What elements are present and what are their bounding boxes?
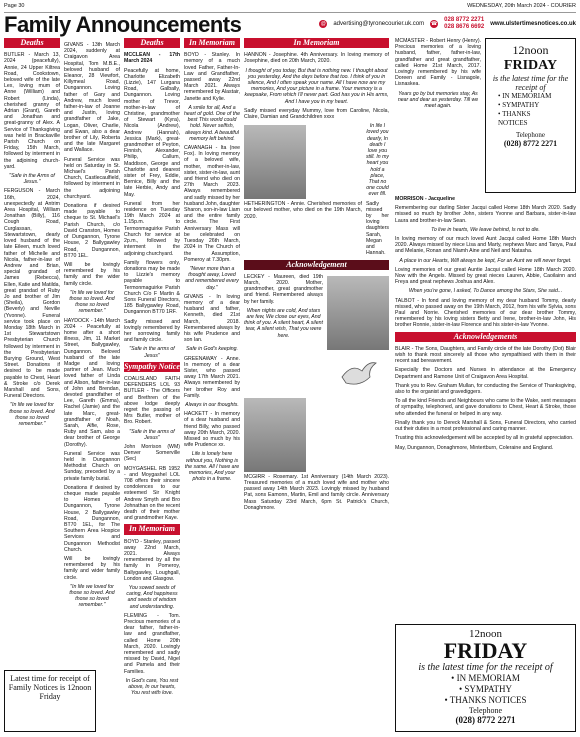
sig-blair: May, Dungannon, Donaghmore, Mintertburn, Coleraine and England. xyxy=(395,444,554,451)
dove-icon xyxy=(338,353,378,393)
sig-hetherington: Sadly missed by her loving daughters Sarah, Megan and Hannah. xyxy=(365,200,389,257)
notice-fleming: FLEMING - Tom. Precious memories of a dear father, father-in-law and grandfather, called Home 20th March, 2020. Lovingly remembered and sadly missed by David, Nigel and Pamela and their Families. xyxy=(124,612,180,675)
ad-telephone-label: Telephone xyxy=(515,131,546,139)
verse-ferguson: "In life we loved for those so loved. And those so loved remember." xyxy=(9,402,55,427)
ad2-item-memoriam: • IN MEMORIAM xyxy=(451,673,520,683)
verse-morrison-2: A place in our Hearts, Will always be kept, For an Aunt we will never forget. xyxy=(399,257,572,264)
acknowledgement-header: Acknowledgement xyxy=(244,260,389,270)
page-title: Family Announcements xyxy=(4,12,242,37)
notice-morrison-aunt: In loving memory of our much loved Aunt Jacqui called Home 18th March 2020. Always missed by niece Lisa and Marty, nephews Marc and Tanya, Paul and Melanie, Ronan and Niamh Aine and Neil and Natasha. xyxy=(395,236,576,255)
verse-givans-mem: Safe in God's keeping. xyxy=(185,346,239,353)
verse-boyd: A smile for all, And a heart of gold. One of the best This world could hold. Never selfish, always kind. A beautiful memory left behind. xyxy=(184,104,240,142)
notice-coalisland: COALISLAND FAITH DEFENDERS LOL 93 BUTLER - The Officers and Brethren of the above lodge deeply regret the passing of Mrs Butler, mother of Bro. Robert. xyxy=(124,375,180,426)
notice-haydock: HAYDOCK - 14th March 2024 - Peacefully at home after a short illness, Jim, 11 Market Street, Ballygawley, Dungannon. Beloved husband of the late Madge and loving partner of Jean. Much loved father of Linda and Alison, father-in-law of John and Brendan, devoted grandfather of Lee, Gareth (Emma), Rachel (Jamie) and the late Marc, great-grandfather of Noah, Sarah, Alfie, Rose, Ruby and Sam, also a dear brother of George (Dorothy). xyxy=(64,317,120,448)
notice-blair-3: Thank you to Rev. Graham Mullan, for conducting the Service of Thanksgiving, also to the organist and gravediggers. xyxy=(395,382,576,396)
ad2-latest: is the latest time for the receipt of xyxy=(418,662,553,673)
phone-2: 028 8676 6692 xyxy=(444,24,485,30)
notice-butler: BUTLER - March 13, 2024 (peacefully), Annie, 24 Upper Kiltrea Road, Cookstown, beloved wife of the late Lex, loving mum of Anne (William) and Robert (Linda), cherished granny of Adrian (Grant), Gareth and Jonathan and great-granny of Alex. A Service of Thanksgiving was held in Brackaville Parish Church on Friday, 15th March, followed by interment in the adjoining church-yard. xyxy=(4,52,60,170)
notice-mcclean-body: Peacefully at home, Charlotte Elizabeth (Lizzie), 147 Lurgana Road, Galbally, Dungannon. Loving mother of Trevor, mother-in-law of Christine, grandmother of Stewart (Kyra), Nicola (Andrew), Andrew (Hannah), Jessica (Mark), great-grandmother of Peyton, Finnish, Alexander, Philip, Callum, Maddison, George and Charlotte and dearest sister of Frey, Eddie, Bernice, Billy and the late Herbie, Andy and May. xyxy=(124,67,180,198)
notice-boyd: BOYD - Stanley. In memory of a much loved Father, Father-In-Law and Grandfather, passed away 22nd March 2021. Always remembered by Alastair, Janette and Kylie. xyxy=(184,52,240,102)
column-2 xyxy=(64,42,120,736)
column-4 xyxy=(184,38,240,732)
notice-givans: GIVANS - 13th March 2024, suddenly at Craigavon Area Hospital, Tom M.B.E., beloved husband of Eleanor, 28 Viewfort, Killymeal Road, Dungannon. Loving father of Gary and Andrew, much loved father-in-law of Joanne and Justin, loving grandfather of Jake, Logan, Oliver, Charlie, and Ewan, also a dear brother of Lily, Roberta and the late Margaret and Wallace. xyxy=(64,42,120,154)
notice-blair-2: Especially the Doctors and Nurses in attendance at the Emergency Department and Ramone Unit of Craigavon Area Hospital. xyxy=(395,367,576,380)
notice-leckey: LECKEY - Maureen, died 19th March, 2020. Mother, grandmother, great grandmother and friend. Remembered always by her family. xyxy=(244,273,323,305)
verse-givans: "In life we loved for those so loved. And those so loved remember." xyxy=(69,289,115,315)
verse-cavanagh: "Never more than a thought away, Loved and remembered every day." xyxy=(185,265,239,291)
ad-item-thanks: • THANKS xyxy=(498,110,531,118)
ad2-telephone-label: Telephone xyxy=(468,706,503,715)
notice-givans-donations: Donations if desired made payable to cheque to St. Michael's Parish Church, c/o David Cranston, Homes of Dungannon, Tyrone House, 2 Ballygawley Road, Dungannon, BT70 1EL. xyxy=(64,203,120,259)
ad-day: FRIDAY xyxy=(503,58,558,73)
deaths-header: Deaths xyxy=(4,38,60,48)
ad-phone: (028) 8772 2271 xyxy=(503,139,558,148)
column-1 xyxy=(4,38,60,668)
contact-bar xyxy=(319,17,576,31)
notice-ferguson: FERGUSON - March 16th, 2024, unexpectedly at Antrim Area Hospital, William Jonathan (Billy), 116 Cough Road, Curglassan, Stewartstown, dearly loved husband of the late Eileen, much loved father of Michelle and Nicola, father-in-law of Andrew and Brian, special grandad of James (Rebecca), Ellen, Katie and Matilda, great grandad of Ruby Jo and brother of Jim (Sheila), Gordon (Beverly) and Neville (Yvonne). Funeral service took place on Monday 18th March in 1st Stewartstown Presbyterian Church followed by interment in the Presbyterian Burying Ground, West Street. Donations if desired to be made payable to Chest, Heart & Stroke c/o Derek Marshall and Sons, Funeral Directors. xyxy=(4,188,60,400)
notice-givans-remembered: Will be lovingly remembered by his family and the wider family circle. xyxy=(64,261,120,287)
ad-latest: is the latest time for the receipt of xyxy=(492,74,569,92)
notice-blair-4: To all the kind Friends and Neighbours who came to the Wake, sent messages of sympathy, telephoned, and gave donations to Chest, Heart & Stroke, those who attended the funeral or helped in any way. xyxy=(395,398,576,417)
verse-mcclean: "Safe in the arms of Jesus" xyxy=(129,346,175,359)
notice-haydock-remembered: Will be lovingly remembered by his family and wider family circle. xyxy=(64,556,120,581)
notice-mcgirr: MCGIRR - Rosemary. 1st Anniversary (14th March 2023). Treasured memories of a much loved wife and mother who passed away 14th March 2023. Lovingly missed by husband Pat, sons Eamonn, Martin, Emil and family circle. Anniversary Mass Saturday 23rd March, 6pm St. Patrick's Church, Donaghmore. xyxy=(244,473,389,511)
photo-leckey xyxy=(327,276,389,350)
notice-blair: BLAIR - The Sons, Daughters, and Family circle of the late Dorothy (Dot) Blair wish to thank most sincerely all those who sympathised with them in their recent sad bereavement. xyxy=(395,345,576,365)
sig-coalisland: John Morrison (WM) Denver Somerville (Sec) xyxy=(124,443,180,463)
verse-leckey: When nights are cold, And stars are few, We close our eyes, And think of you. A silent heart, A silent tear, A silent wish, That you were here. xyxy=(244,307,323,339)
ad-time: 12noon xyxy=(512,43,549,57)
masthead xyxy=(4,12,576,36)
verse-morrison-3: When you're gone, I asked, To Dance among the Stars, She said... xyxy=(408,288,563,295)
verse-mcmaster: Years go by but memories stay, As near and dear as yesterday. Till we meet again. xyxy=(397,90,479,110)
verse-morrison: To live in hearts, We leave behind, Is not to die. xyxy=(431,226,540,233)
ad2-item-thanks: • THANKS NOTICES xyxy=(444,695,527,705)
deaths-header-2: Deaths xyxy=(124,38,180,48)
acknowledgements-header: Acknowledgements xyxy=(395,332,576,342)
ad2-phone: (028) 8772 2271 xyxy=(455,715,516,725)
notice-morrison: MORRISON - Jacqueline xyxy=(395,196,455,202)
phone-1: 028 8772 2271 xyxy=(444,17,485,23)
column-6-lower xyxy=(395,196,576,622)
verse-hannon: I thought of you today, But that is nothing new. I thought about you yesterday, And the days before that too. I think of you in silence, And I often speak your name. All I have now are my memories, And your picture in a frame. Your memory is a keepsake, From which I'll never part. God has you in His arms, And I have you in my heart. xyxy=(244,67,389,105)
notice-givans-funeral: Funeral Service was held on Saturday in St. Michael's Parish Church, Castlecaulfield, followed by interment in the adjoining churchyard. xyxy=(64,156,120,200)
column-3 xyxy=(124,38,180,732)
deadline-ad-top xyxy=(485,38,576,193)
email-icon: @ xyxy=(320,21,326,27)
contact-phones xyxy=(444,17,484,31)
notice-mcclean-remembered: Sadly missed and lovingly remembered by her sorrowing family and family circle. xyxy=(124,318,180,344)
ad-item-notices: NOTICES xyxy=(498,119,528,127)
verse-butler: "Safe in the Arms of Jesus." xyxy=(9,173,55,186)
verse-greenaway: Always in our thoughts. xyxy=(185,401,239,408)
notice-talbot: TALBOT - In fond and loving memory of my dear husband Tommy, dearly missed, who passed away on the 19th March, 2012, from his wife Sylvia, sons Paul and Norrie. Cherished memories of our dear brother Tommy, remembered by his loving sisters Betty and Irene, brother-in-law John, His brother Ronnie, sister-in-law Florence and his sister-in-law Yvonne. xyxy=(395,297,576,329)
notice-givans-mem: GIVANS - In loving memory of a dear husband and father, Kenneth, died 21st March, 2018. Remembered always by his wife Prudence and son Ian. xyxy=(184,293,240,344)
notice-cavanagh: CAVANAGH - Ita (nee Fox). In loving memory of a beloved wife, mother, mother-in-law, sister, sister-in-law, aunt and friend who died on 27th March 2023. Always remembered and sadly missed by her husband John, daughter Sharon, son-in-law Liam and the entire family circle. The First Anniversary Mass will be celebrated on Tuesday 26th March, 2024 in The Church of the Assumption, Pomeroy at 7.30pm. xyxy=(184,145,240,263)
notice-haydock-funeral: Funeral Service was held in Dungannon Methodist Church on Sunday, preceded by a private family burial. xyxy=(64,450,120,482)
notice-blair-6: Trusting this acknowledgement will be accepted by all in grateful appreciation. xyxy=(395,435,574,442)
notice-mcclean: MCCLEAN - 17th March 2024 xyxy=(124,52,180,65)
notice-mcmaster: MCMASTER - Robert Henry (Henry). Precious memories of a loving husband, father, father-in-law, grandfather and great grandfather, called Home 21st March, 2017. Lovingly remembered by his wife Doreen and Family - Lisnagole, Lisnaskea. xyxy=(395,38,481,88)
issue-date: WEDNESDAY, 20th March 2024 - COURIER xyxy=(467,3,576,9)
photo-mcgirr xyxy=(244,398,306,472)
verse-boyd-3: You sowed seeds of caring, And happiness and seeds of wisdom and understanding. xyxy=(126,585,178,610)
verse-fleming: In God's care, You rest above, In our hearts, You rest with love. xyxy=(125,677,179,697)
verse-hackett: Life is lonely here without you, Nothing is the same. All I have are memories, And your photo in a frame. xyxy=(184,451,240,483)
notice-morrison-body: Remembering our darling Sister Jacqui called Home 18th March 2020. Sadly missed so much by brother John, sisters Yvonne and Barbara, sister-in-law Laura and brother-in-law Sean. xyxy=(395,205,576,224)
in-memoriam-header-3: In Memoriam xyxy=(124,524,180,534)
notice-haydock-donations: Donations if desired by cheque made payable to Homes of Dungannon, Tyrone House, 2 Ballygawley Road, Dungannon, BT70 1EL, for The Southern Area Hospice Services and Dungannon Methodist Church. xyxy=(64,484,120,553)
notice-mcclean-funeral: Funeral from her residence on Tuesday 19th March 2024 at 1.15p.m. to Termonmaguirke Parish Church for service at 2p.m., followed by interment in the adjoining churchyard. xyxy=(124,200,180,257)
column-5 xyxy=(244,38,389,732)
sympathy-header: Sympathy Notice xyxy=(124,361,180,371)
verse-hetherington: In life I loved you dearly, In death I love you still. In my heart you hold a place, That no one could ever fill. xyxy=(365,123,389,198)
ad2-day: FRIDAY xyxy=(443,638,528,663)
notice-greenaway: GREENAWAY - Anne. In memory of a dear Sister, who passed away 17th March 2021. Always remembered by her brother Roy and Family. xyxy=(184,355,240,399)
notice-hannon: HANNON - Josephine. 4th Anniversary. In loving memory of Josephine, died on 20th March, 2020. xyxy=(244,52,389,65)
phone-icon: ☎ xyxy=(431,21,438,27)
deadline-ad-bottom xyxy=(395,624,576,732)
ad-item-memoriam: • IN MEMORIAM xyxy=(498,92,552,100)
notice-blair-5: Finally thank you to Dereck Marshall & Sons, Funeral Directors, who carried out their duties in a most professional and caring manner. xyxy=(395,419,576,433)
notice-moygashel: MOYGASHEL RB 1952 - and Moygashel LOL 708 offers their sincere condolences to our esteemed Sir Knight Andrew Smyth and Bro Johnathan on the recent death of their mother and grandmother Kaye. xyxy=(124,465,180,522)
column-6 xyxy=(395,38,481,193)
notice-morrison-great: Loving memories of our great Auntie Jacqui called Home 18th March 2020. Now with the Angels. Missed by great nieces Lauren, Abbie, Caoilainn and Freya and great nephews Joshua and Alex. xyxy=(395,266,576,286)
page-number: Page 30 xyxy=(4,3,25,9)
ad2-item-sympathy: • SYMPATHY xyxy=(458,684,513,694)
latest-time-text: Latest time for receipt of Family Notices is 12noon Friday xyxy=(8,674,92,701)
contact-email[interactable]: advertising@tyronecourier.uk.com xyxy=(333,21,425,27)
in-memoriam-header-2: In Memoriam xyxy=(244,38,389,48)
notice-hackett: HACKETT - In memory of a dear husband and friend Billy, who passed away 20th March, 2020. Missed so much by his wife Prudence xx. xyxy=(184,411,240,449)
sig-hannon: Sadly missed everyday Mummy, love from Caroline, Nicola, Claire, Damian and Grandchildren xxxx xyxy=(244,107,389,121)
notice-mcclean-flowers: Family flowers only, donations may be made to Lizzie's memory payable to Termonmaguirke Parish Church C/o F Martin & Sons Funeral Directors, 185 Ballygawley Road, Dungannon BT70 1RF. xyxy=(124,259,180,316)
ad2-time: 12noon xyxy=(469,628,502,640)
ad-item-sympathy: • SYMPATHY xyxy=(498,101,540,109)
photo-hetherington xyxy=(244,125,306,199)
in-memoriam-header: In Memoriam xyxy=(184,38,240,48)
verse-haydock: "In life we loved for those so loved. And those so loved remember." xyxy=(69,583,115,609)
notice-boyd-3: BOYD - Stanley, passed away 22nd March, 2021. Always remembered by all the family in Pomeroy, Ballygawley, Loughgall, London and Glasgow. xyxy=(124,538,180,582)
notice-hetherington: HETHERINGTON - Annie. Cherished memories of our beloved mother, who died on the 19th March, 2020. xyxy=(244,201,362,220)
website[interactable]: www.ulstertimesnotices.co.uk xyxy=(490,21,576,27)
verse-coalisland: "Safe in the arms of Jesus" xyxy=(129,428,175,441)
